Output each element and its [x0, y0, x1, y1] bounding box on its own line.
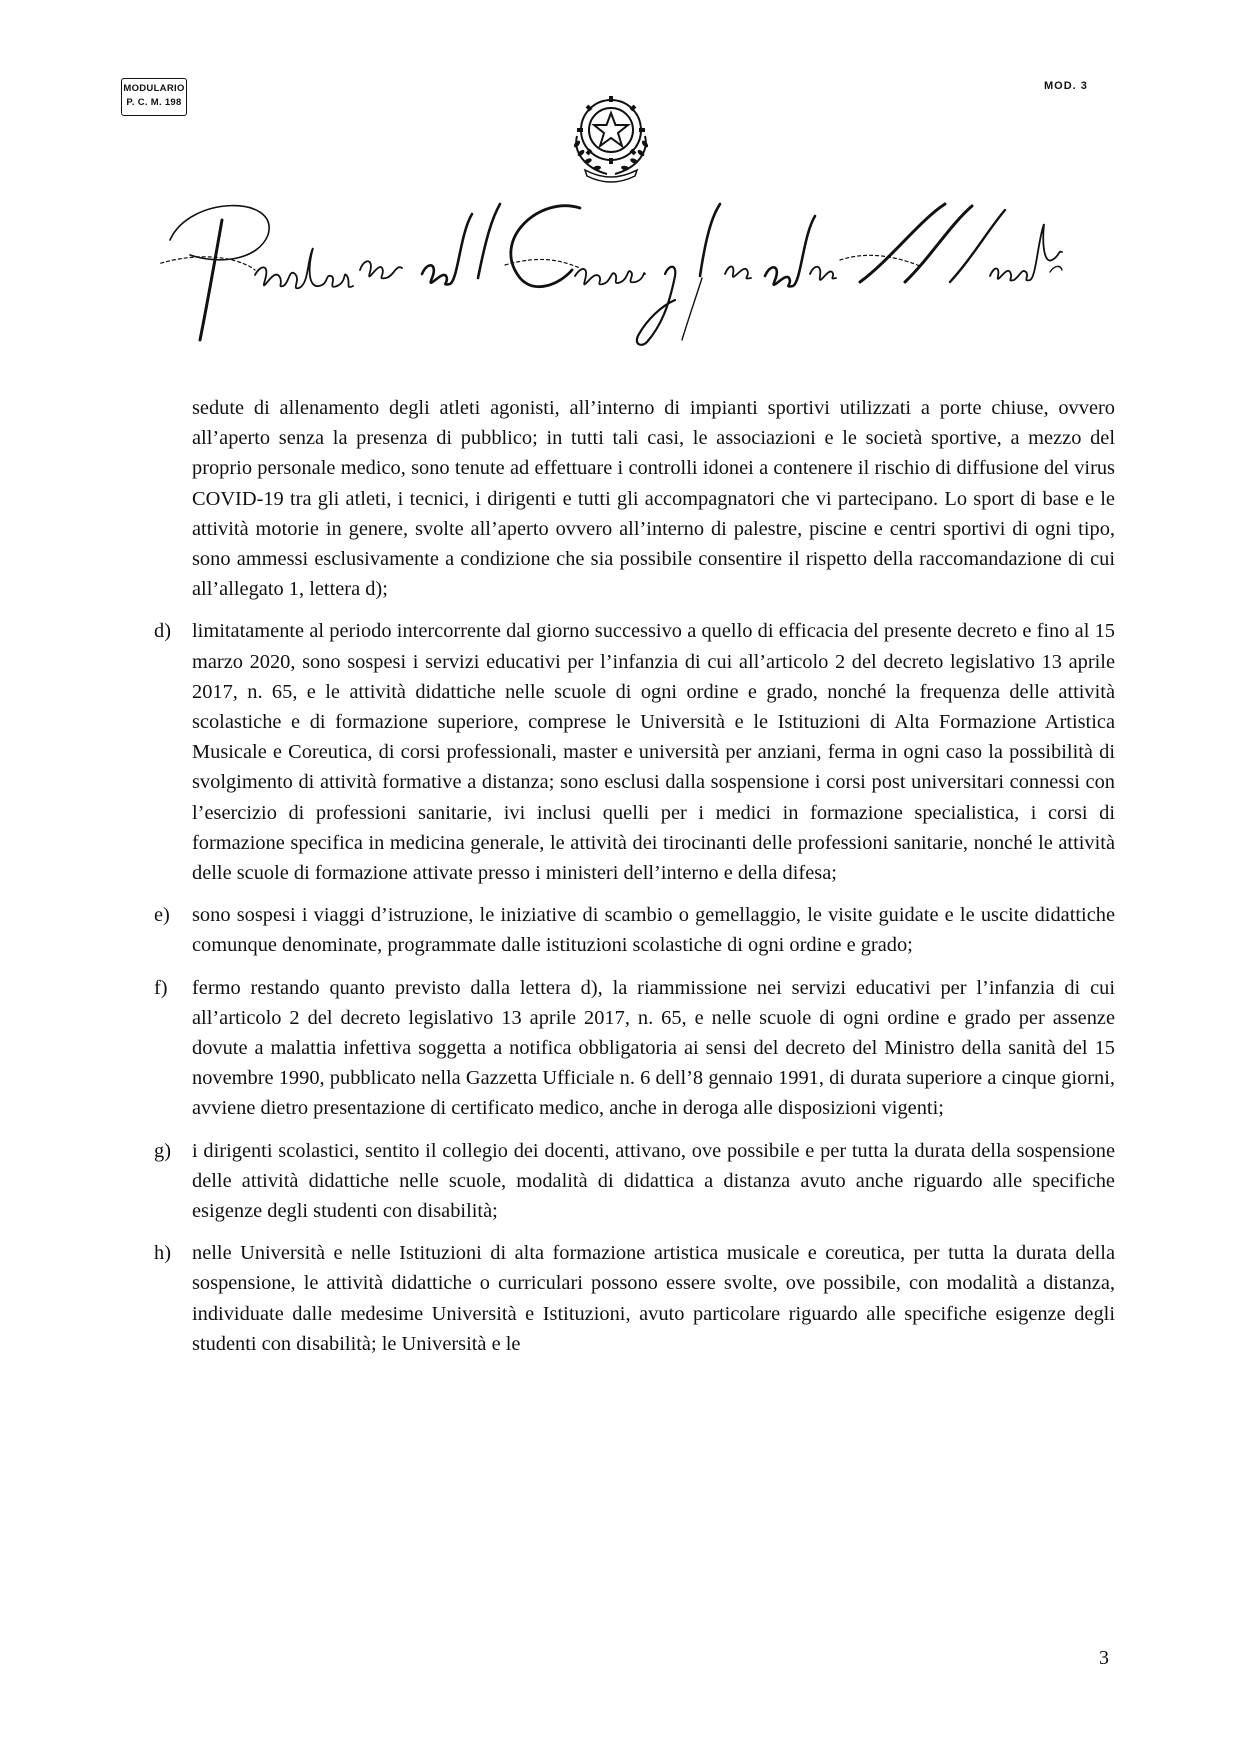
document-body: [154, 393, 1115, 1371]
list-item-e: [154, 900, 1115, 960]
modulario-label: MODULARIO: [123, 83, 185, 94]
list-item-text: sono sospesi i viaggi d’istruzione, le iniziative di scambio o gemellaggio, le visite guidate e le uscite didattiche comunque denominate, programmate dalle istituzioni scolastiche di ogni ordine e grado;: [192, 904, 1115, 957]
list-item-text: fermo restando quanto previsto dalla lettera d), la riammissione nei servizi educativi per l’infanzia di cui all’articolo 2 del decreto legislativo 13 aprile 2017, n. 65, e nelle scuole di ogni ordine e grado per assenze dovute a malattia infettiva soggetta a notifica obbligatoria ai sensi del decreto del Ministro della sanità del 15 novembre 1990, pubblicato nella Gazzetta Ufficiale n. 6 dell’8 gennaio 1991, di durata superiore a cinque giorni, avviene dietro presentazione di certificato medico, anche in deroga alle disposizioni vigenti;: [192, 976, 1115, 1120]
list-item-text: limitatamente al periodo intercorrente dal giorno successivo a quello di efficacia del presente decreto e fino al 15 marzo 2020, sono sospesi i servizi educativi per l’infanzia di cui all’articolo 2 del decreto legislativo 13 aprile 2017, n. 65, e le attività didattiche nelle scuole di ogni ordine e grado, nonché la frequenza delle attività scolastiche e di formazione superiore, comprese le Università e le Istituzioni di Alta Formazione Artistica Musicale e Coreutica, di corsi professionali, master e università per anziani, ferma in ogni caso la possibilità di svolgimento di attività formative a distanza; sono esclusi dalla sospensione i corsi post universitari connessi con l’esercizio di professioni sanitarie, ivi inclusi quelli per i medici in formazione specialistica, i corsi di formazione specifica in medicina generale, le attività dei tirocinanti delle professioni sanitarie, nonché le attività delle scuole di formazione attivate presso i ministeri dell’interno e della difesa;: [192, 620, 1115, 885]
modulario-code: P. C. M. 198: [126, 97, 182, 108]
modulario-stamp: [121, 78, 187, 116]
list-item-marker: g): [154, 1139, 171, 1162]
list-item-d: [154, 616, 1115, 888]
list-item-marker: f): [154, 976, 168, 999]
list-item-marker: d): [154, 620, 171, 643]
list-item-text: i dirigenti scolastici, sentito il collegio dei docenti, attivano, ove possibile e per tutta la durata della sospensione delle attività didattiche nelle scuole, modalità di didattica a distanza avuto anche riguardo alle specifiche esigenze degli studenti con disabilità;: [192, 1139, 1115, 1223]
continued-paragraph: sedute di allenamento degli atleti agonisti, all’interno di impianti sportivi utilizzati a porte chiuse, ovvero all’aperto senza la presenza di pubblico; in tutti tali casi, le associazioni e le società sportive, a mezzo del proprio personale medico, sono tenute ad effettuare i controlli idonei a contenere il rischio di diffusione del virus COVID-19 tra gli atleti, i tecnici, i dirigenti e tutti gli accompagnatori che vi partecipano. Lo sport di base e le attività motorie in genere, svolte all’aperto ovvero all’interno di palestre, piscine e centri sportivi di ogni tipo, sono ammessi esclusivamente a condizione che sia possibile consentire il rispetto della raccomandazione di cui all’allegato 1, lettera d);: [192, 397, 1115, 601]
list-item-g: [154, 1136, 1115, 1227]
repubblica-italiana-emblem-icon: [563, 86, 659, 184]
list-item-text: nelle Università e nelle Istituzioni di alta formazione artistica musicale e coreutica, per tutta la durata della sospensione, le attività didattiche o curriculari possono essere svolte, ove possibile, con modalità a distanza, individuate dalle medesime Università e Istituzioni, avuto particolare riguardo alle specifiche esigenze degli studenti con disabilità; le Università e le: [192, 1242, 1115, 1355]
page-number: 3: [1099, 1647, 1109, 1669]
list-item-f: [154, 973, 1115, 1124]
list-item-h: [154, 1238, 1115, 1359]
mod-code-label: MOD. 3: [1044, 80, 1088, 92]
presidenza-consiglio-ministri-logotype: [160, 200, 1080, 350]
list-item-marker: h): [154, 1242, 171, 1265]
list-item-marker: e): [154, 904, 170, 927]
